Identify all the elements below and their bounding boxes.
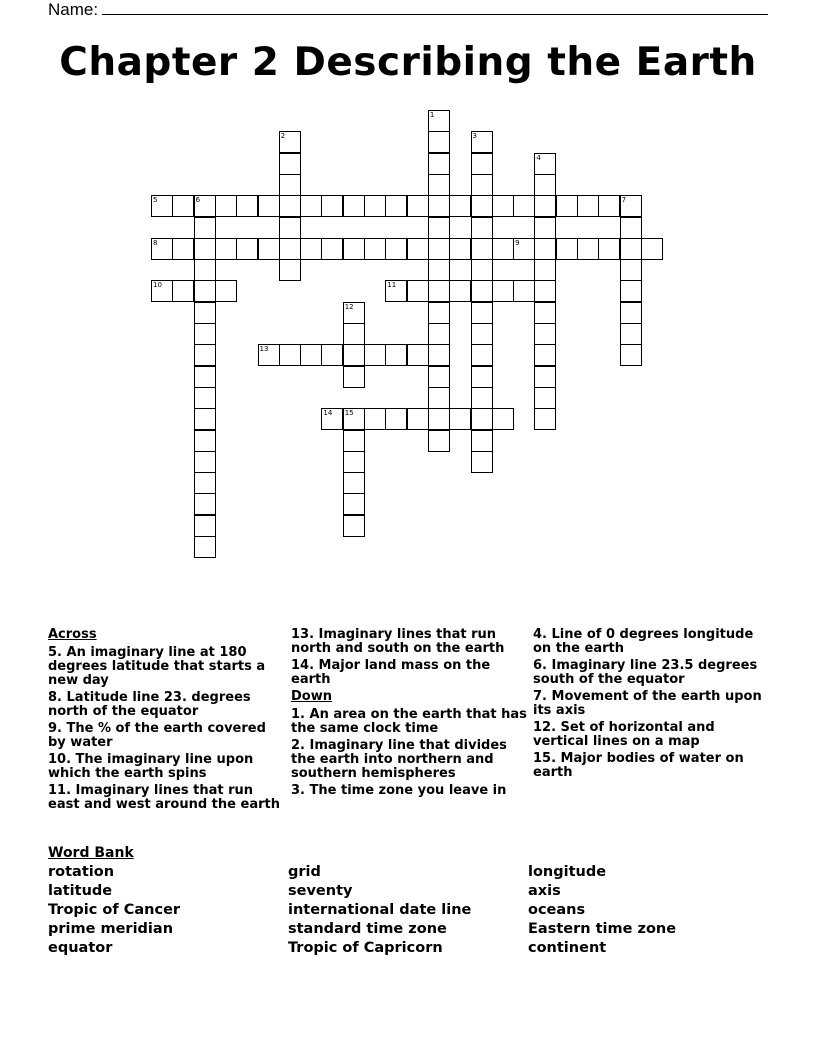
- crossword-cell[interactable]: [428, 153, 450, 175]
- crossword-cell[interactable]: [471, 323, 493, 345]
- crossword-cell[interactable]: [343, 195, 365, 217]
- crossword-cell[interactable]: [471, 387, 493, 409]
- crossword-cell[interactable]: [620, 195, 642, 217]
- crossword-cell[interactable]: [471, 217, 493, 239]
- crossword-cell[interactable]: [194, 515, 216, 537]
- word-bank-item: longitude: [528, 864, 607, 880]
- crossword-cell[interactable]: [534, 238, 556, 260]
- crossword-cell[interactable]: [385, 238, 407, 260]
- word-bank-item: international date line: [288, 902, 472, 918]
- word-bank-heading: Word Bank: [48, 845, 134, 861]
- crossword-cell[interactable]: [215, 238, 237, 260]
- crossword-cell[interactable]: [385, 408, 407, 430]
- clue-down-2: 2. Imaginary line that divides the earth into northern and southern hemispheres: [291, 738, 507, 781]
- clue-down-6: 6. Imaginary line 23.5 degrees south of the equator: [533, 658, 758, 687]
- crossword-cell[interactable]: [428, 323, 450, 345]
- crossword-cell[interactable]: [279, 217, 301, 239]
- crossword-cell[interactable]: [343, 472, 365, 494]
- crossword-cell[interactable]: [620, 259, 642, 281]
- crossword-cell[interactable]: [428, 131, 450, 153]
- crossword-cell[interactable]: [194, 195, 216, 217]
- clues-column-2: [291, 628, 527, 801]
- clue-number: 11: [387, 281, 397, 290]
- crossword-cell[interactable]: [194, 280, 216, 302]
- crossword-cell[interactable]: [492, 195, 514, 217]
- crossword-cell[interactable]: [279, 259, 301, 281]
- crossword-cell[interactable]: [279, 174, 301, 196]
- word-bank-column-1: [48, 864, 278, 959]
- crossword-cell[interactable]: [407, 238, 429, 260]
- crossword-cell[interactable]: [471, 174, 493, 196]
- crossword-cell[interactable]: [534, 408, 556, 430]
- crossword-cell[interactable]: [364, 195, 386, 217]
- crossword-cell[interactable]: [194, 238, 216, 260]
- crossword-cell[interactable]: [321, 238, 343, 260]
- crossword-cell[interactable]: [534, 344, 556, 366]
- crossword-cell[interactable]: [194, 366, 216, 388]
- crossword-cell[interactable]: [194, 259, 216, 281]
- crossword-cell[interactable]: [343, 515, 365, 537]
- crossword-cell[interactable]: [194, 493, 216, 515]
- crossword-cell[interactable]: [471, 302, 493, 324]
- clue-number: 9: [515, 238, 520, 247]
- crossword-cell[interactable]: [449, 408, 471, 430]
- crossword-cell[interactable]: [620, 217, 642, 239]
- crossword-cell[interactable]: [172, 238, 194, 260]
- crossword-cell[interactable]: [428, 387, 450, 409]
- clue-number: 2: [280, 132, 286, 141]
- word-bank-item: oceans: [528, 902, 586, 918]
- crossword-cell[interactable]: [534, 280, 556, 302]
- crossword-cell[interactable]: [194, 387, 216, 409]
- crossword-cell[interactable]: [364, 344, 386, 366]
- word-bank-item: continent: [528, 940, 607, 956]
- crossword-cell[interactable]: [534, 217, 556, 239]
- crossword-cell[interactable]: [343, 493, 365, 515]
- clue-across-8: 8. Latitude line 23. degrees north of the equator: [48, 690, 251, 719]
- crossword-cell[interactable]: [428, 195, 450, 217]
- crossword-cell[interactable]: [534, 259, 556, 281]
- crossword-cell[interactable]: [300, 195, 322, 217]
- word-bank-item: prime meridian: [48, 921, 174, 937]
- crossword-cell[interactable]: [385, 195, 407, 217]
- crossword-cell[interactable]: [343, 430, 365, 452]
- clue-number: 5: [153, 196, 158, 205]
- crossword-cell[interactable]: [364, 408, 386, 430]
- crossword-cell[interactable]: [343, 323, 365, 345]
- word-bank-item: axis: [528, 883, 561, 899]
- crossword-cell[interactable]: [194, 472, 216, 494]
- crossword-cell[interactable]: [577, 238, 599, 260]
- crossword-cell[interactable]: [194, 302, 216, 324]
- word-bank-item: Eastern time zone: [528, 921, 677, 937]
- crossword-cell[interactable]: [620, 238, 642, 260]
- clue-number: 3: [472, 132, 477, 141]
- page-title: Chapter 2 Describing the Earth: [59, 40, 757, 85]
- crossword-cell[interactable]: [215, 195, 237, 217]
- crossword-cell[interactable]: [556, 195, 578, 217]
- crossword-cell[interactable]: [364, 238, 386, 260]
- crossword-cell[interactable]: [300, 238, 322, 260]
- clue-down-7: 7. Movement of the earth upon its axis: [533, 689, 762, 718]
- clue-number: 10: [153, 281, 162, 290]
- crossword-cell[interactable]: [471, 366, 493, 388]
- crossword-cell[interactable]: [620, 280, 642, 302]
- crossword-cell[interactable]: [492, 238, 514, 260]
- word-bank-item: standard time zone: [288, 921, 447, 937]
- crossword-cell[interactable]: [343, 344, 365, 366]
- crossword-cell[interactable]: [428, 238, 450, 260]
- crossword-cell[interactable]: [492, 280, 514, 302]
- crossword-cell[interactable]: [449, 238, 471, 260]
- crossword-cell[interactable]: [577, 195, 599, 217]
- crossword-cell[interactable]: [194, 323, 216, 345]
- crossword-cell[interactable]: [449, 195, 471, 217]
- clue-across-5: 5. An imaginary line at 180 degrees latitude that starts a new day: [48, 645, 266, 688]
- crossword-cell[interactable]: [279, 344, 301, 366]
- crossword-cell[interactable]: [471, 238, 493, 260]
- word-bank-item: Tropic of Capricorn: [288, 940, 443, 956]
- word-bank-item: latitude: [48, 883, 113, 899]
- crossword-cell[interactable]: [321, 344, 343, 366]
- crossword-cell[interactable]: [534, 195, 556, 217]
- crossword-cell[interactable]: [194, 451, 216, 473]
- crossword-cell[interactable]: [343, 302, 365, 324]
- crossword-cell[interactable]: [428, 174, 450, 196]
- crossword-cell[interactable]: [492, 408, 514, 430]
- crossword-cell[interactable]: [407, 344, 429, 366]
- word-bank-item: Tropic of Cancer: [48, 902, 181, 918]
- word-bank-item: rotation: [48, 864, 115, 880]
- clues-column-1: [48, 628, 286, 815]
- clue-down-1: 1. An area on the earth that has the same clock time: [291, 707, 527, 736]
- crossword-cell[interactable]: [236, 195, 258, 217]
- crossword-cell[interactable]: [556, 238, 578, 260]
- word-bank-item: grid: [288, 864, 321, 880]
- crossword-cell[interactable]: [428, 280, 450, 302]
- crossword-cell[interactable]: [236, 238, 258, 260]
- crossword-cell[interactable]: [215, 280, 237, 302]
- down-heading: Down: [291, 689, 332, 704]
- crossword-cell[interactable]: [534, 302, 556, 324]
- word-bank-item: equator: [48, 940, 113, 956]
- crossword-cell[interactable]: [407, 280, 429, 302]
- crossword-cell[interactable]: [428, 217, 450, 239]
- crossword-cell[interactable]: [641, 238, 663, 260]
- crossword-cell[interactable]: [194, 344, 216, 366]
- crossword-cell[interactable]: [279, 131, 301, 153]
- crossword-cell[interactable]: [407, 408, 429, 430]
- crossword-cell[interactable]: [407, 195, 429, 217]
- crossword-cell[interactable]: [471, 344, 493, 366]
- crossword-cell[interactable]: [194, 536, 216, 558]
- crossword-cell[interactable]: [151, 238, 173, 260]
- crossword-cell[interactable]: [471, 153, 493, 175]
- crossword-cell[interactable]: [343, 238, 365, 260]
- crossword-cell[interactable]: [151, 280, 173, 302]
- clue-down-15: 15. Major bodies of water on earth: [533, 751, 744, 780]
- clue-across-11: 11. Imaginary lines that run east and west around the earth: [48, 783, 280, 812]
- crossword-cell[interactable]: [194, 408, 216, 430]
- crossword-cell[interactable]: [513, 238, 535, 260]
- crossword-cell[interactable]: [428, 366, 450, 388]
- crossword-cell[interactable]: [343, 366, 365, 388]
- crossword-cell[interactable]: [385, 344, 407, 366]
- crossword-cell[interactable]: [513, 280, 535, 302]
- crossword-cell[interactable]: [258, 344, 280, 366]
- clue-number: 13: [259, 345, 269, 354]
- clue-number: 12: [344, 302, 354, 311]
- name-label: Name:: [48, 0, 99, 19]
- crossword-cell[interactable]: [620, 323, 642, 345]
- crossword-cell[interactable]: [471, 131, 493, 153]
- crossword-cell[interactable]: [471, 451, 493, 473]
- clue-number: 14: [323, 409, 333, 418]
- crossword-cell[interactable]: [385, 280, 407, 302]
- crossword-cell[interactable]: [258, 238, 280, 260]
- crossword-cell[interactable]: [598, 238, 620, 260]
- crossword-cell[interactable]: [449, 280, 471, 302]
- crossword-cell[interactable]: [279, 238, 301, 260]
- crossword-cell[interactable]: [471, 280, 493, 302]
- crossword-cell[interactable]: [172, 195, 194, 217]
- crossword-cell[interactable]: [428, 344, 450, 366]
- crossword-cell[interactable]: [300, 344, 322, 366]
- crossword-cell[interactable]: [598, 195, 620, 217]
- crossword-cell[interactable]: [534, 153, 556, 175]
- crossword-cell[interactable]: [194, 217, 216, 239]
- clue-number: 1: [429, 111, 435, 119]
- word-bank-item: seventy: [288, 883, 353, 899]
- clue-down-12: 12. Set of horizontal and vertical lines on a map: [533, 720, 715, 749]
- clue-across-13: 13. Imaginary lines that run north and south on the earth: [291, 627, 505, 656]
- clue-across-10: 10. The imaginary line upon which the earth spins: [48, 752, 254, 781]
- crossword-cell[interactable]: [321, 195, 343, 217]
- crossword-cell[interactable]: [428, 110, 450, 132]
- crossword-cell[interactable]: [428, 408, 450, 430]
- crossword-cell[interactable]: [534, 387, 556, 409]
- crossword-cell[interactable]: [172, 280, 194, 302]
- crossword-cell[interactable]: [471, 430, 493, 452]
- crossword-cell[interactable]: [343, 451, 365, 473]
- clue-number: 8: [153, 238, 158, 247]
- crossword-cell[interactable]: [279, 195, 301, 217]
- clue-number: 7: [621, 196, 627, 205]
- clue-across-9: 9. The % of the earth covered by water: [48, 721, 266, 750]
- clue-number: 4: [536, 153, 541, 162]
- crossword-cell[interactable]: [279, 153, 301, 175]
- crossword-cell[interactable]: [428, 302, 450, 324]
- crossword-cell[interactable]: [428, 259, 450, 281]
- crossword-cell[interactable]: [534, 323, 556, 345]
- clue-down-3: 3. The time zone you leave in: [291, 783, 507, 798]
- crossword-cell[interactable]: [471, 195, 493, 217]
- clue-number: 6: [195, 196, 201, 205]
- crossword-cell[interactable]: [151, 195, 173, 217]
- clue-number: 15: [344, 409, 354, 418]
- clue-down-4: 4. Line of 0 degrees longitude on the earth: [533, 627, 754, 656]
- crossword-cell[interactable]: [471, 408, 493, 430]
- crossword-cell[interactable]: [471, 259, 493, 281]
- crossword-cell[interactable]: [534, 174, 556, 196]
- word-bank-column-3: [528, 864, 758, 959]
- clue-across-14: 14. Major land mass on the earth: [291, 658, 491, 687]
- crossword-cell[interactable]: [428, 430, 450, 452]
- crossword-cell[interactable]: [620, 344, 642, 366]
- word-bank-column-2: [288, 864, 518, 959]
- crossword-cell[interactable]: [513, 195, 535, 217]
- crossword-cell[interactable]: [321, 408, 343, 430]
- crossword-cell[interactable]: [534, 366, 556, 388]
- crossword-cell[interactable]: [620, 302, 642, 324]
- clues-column-3: [533, 628, 765, 783]
- crossword-cell[interactable]: [194, 430, 216, 452]
- crossword-cell[interactable]: [343, 408, 365, 430]
- crossword-cell[interactable]: [258, 195, 280, 217]
- across-heading: Across: [48, 627, 97, 642]
